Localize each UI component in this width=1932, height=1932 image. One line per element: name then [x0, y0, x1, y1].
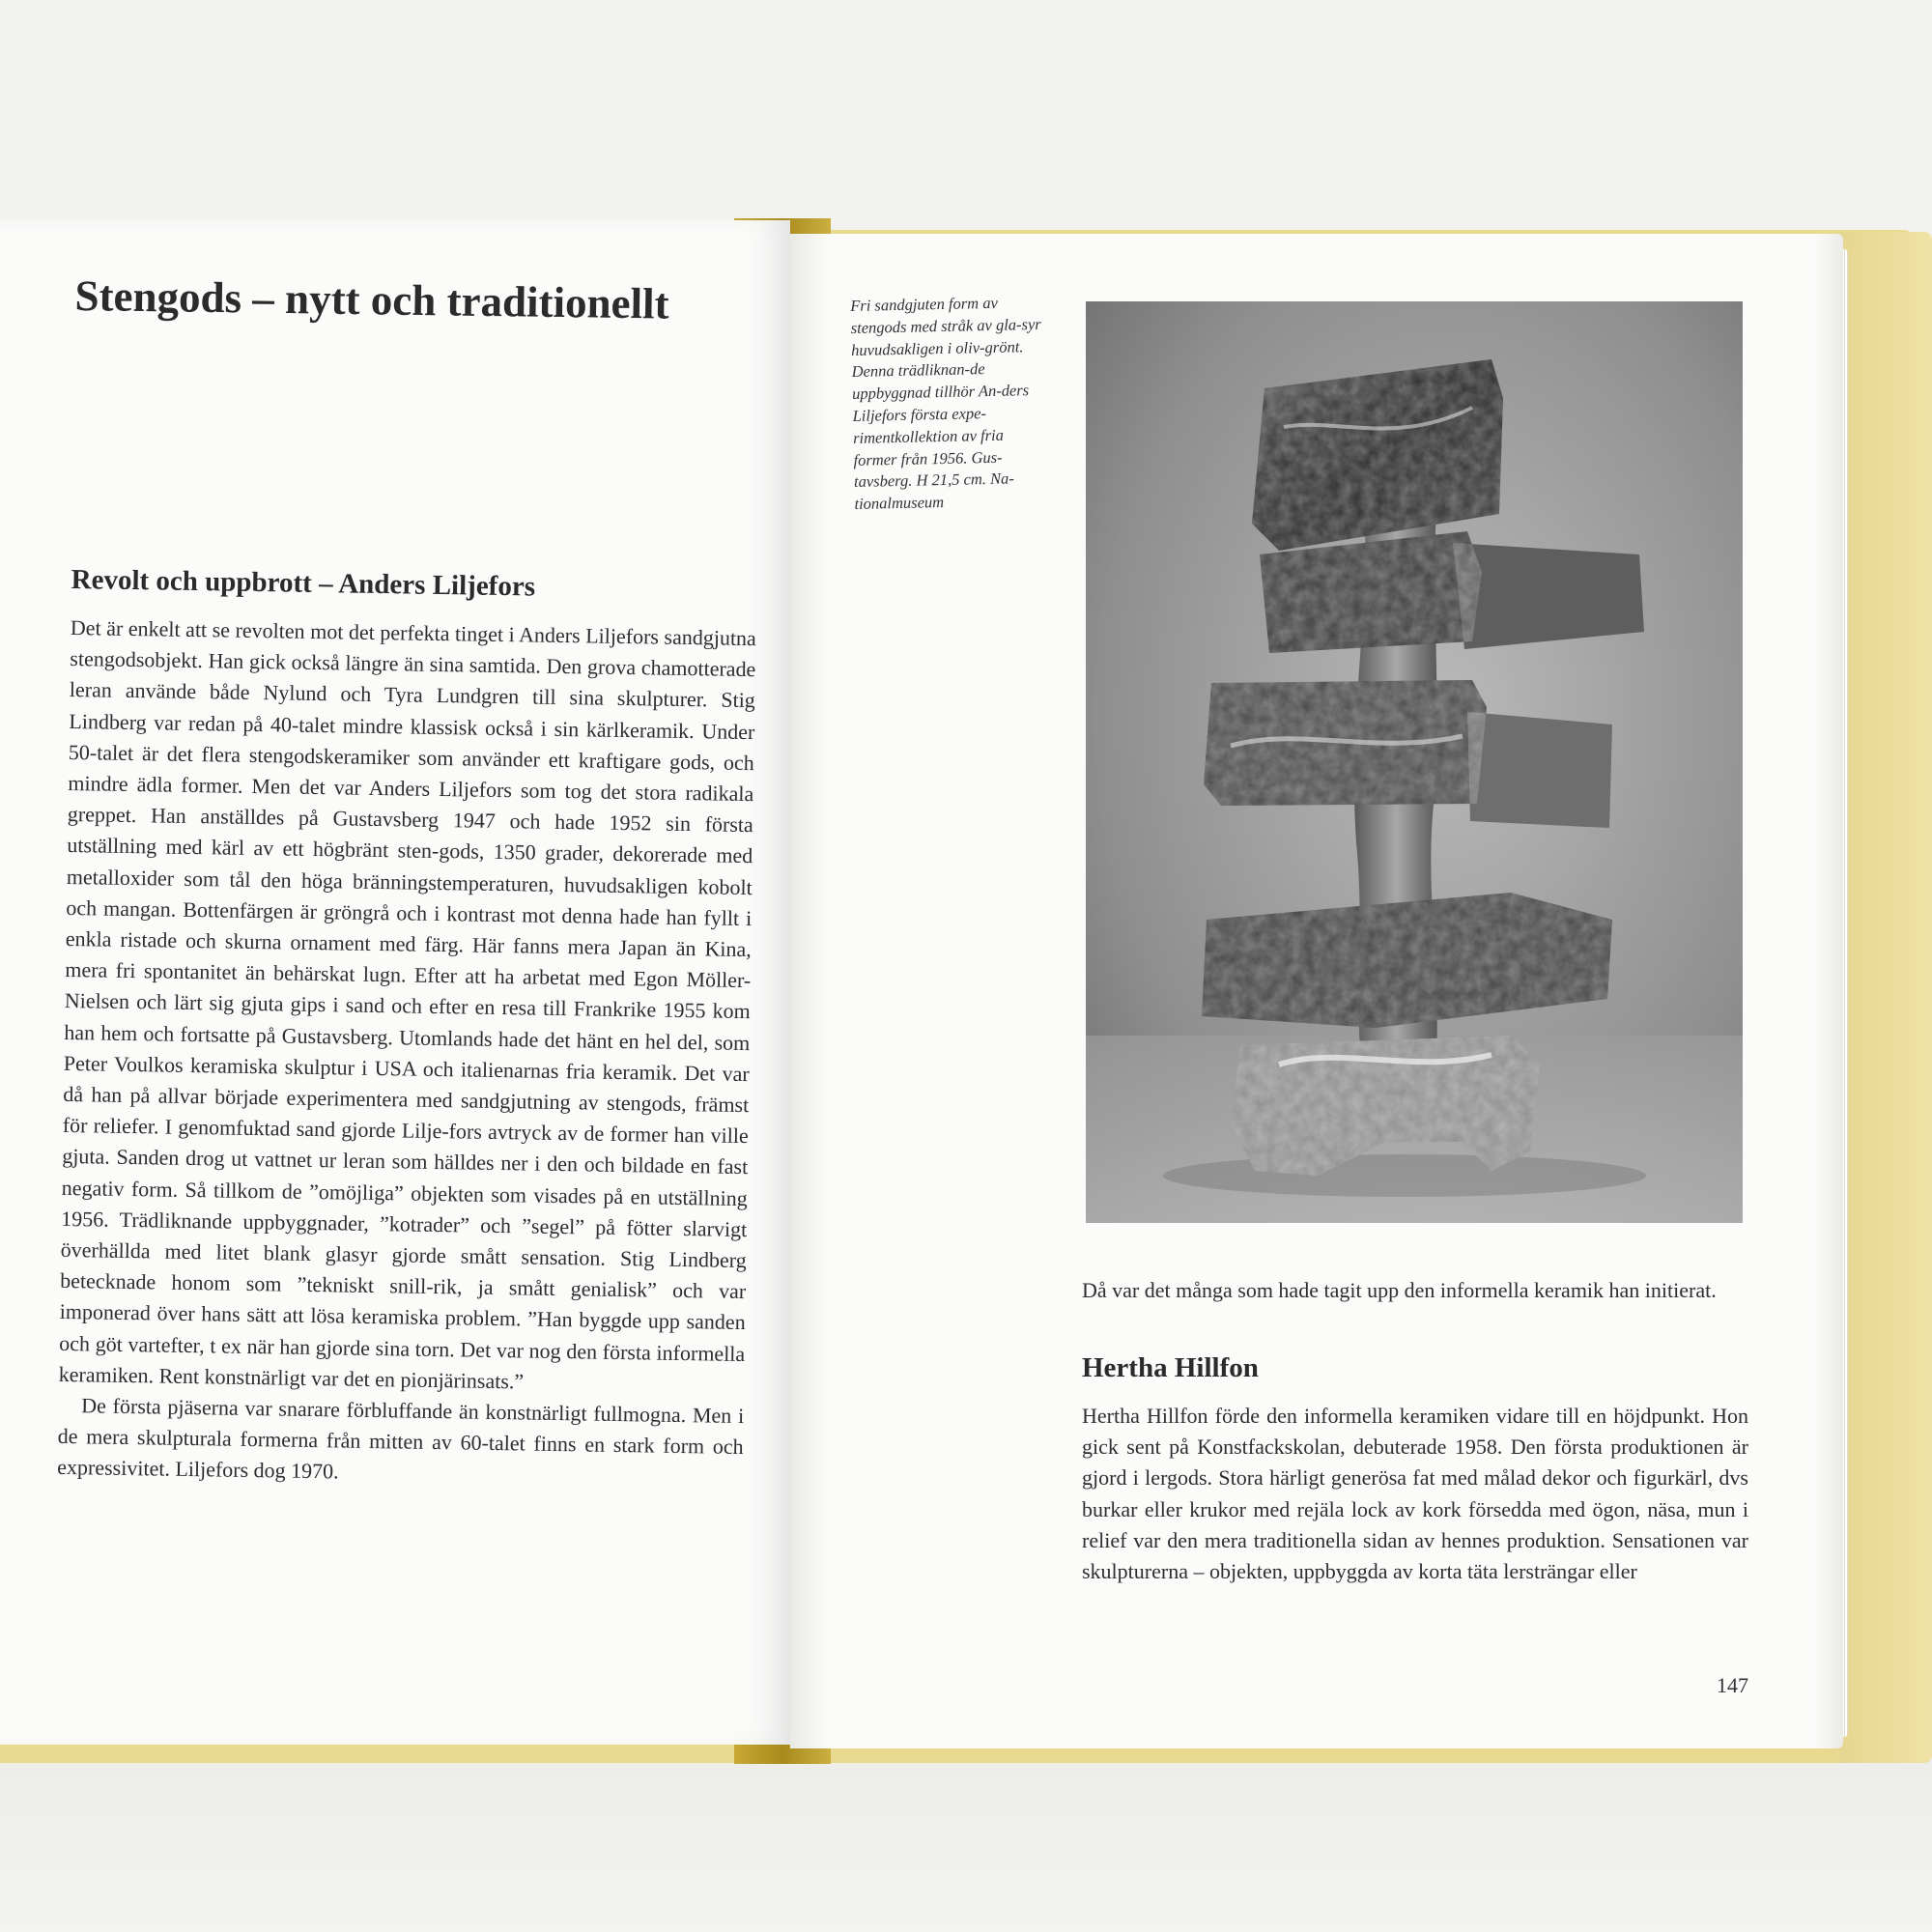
table-surface: [0, 1739, 1932, 1932]
lead-text: Då var det många som hade tagit upp den informella keramik han initierat.: [1082, 1278, 1717, 1302]
book-cover-edge: [1840, 232, 1932, 1763]
body-paragraph-2: De första pjäserna var snarare förbluffande än konstnärligt fullmogna. Men i de mera skulpturala formerna från mitten av 60-talet finns en stark form och expressivitet. Liljefors dog 1970.: [57, 1393, 745, 1484]
body-paragraph-1: Det är enkelt att se revolten mot det perfekta tinget i Anders Liljefors sandgjutna stengodsobjekt. Han gick också längre än sina samtida. Den grova chamotterade leran använde både Nylund och Tyra Lundgren till sina skulpturer. Stig Lindberg var redan på 40-talet mindre klassisk också i sin kärlkeramik. Under 50-talet är det flera stengodskeramiker som använder ett kraftigare gods, och mindre ädla former. Men det var Anders Liljefors som tog det stora radikala greppet. Han anställdes på Gustavsberg 1947 och hade 1952 sin första utställning med kärl av ett högbränt sten-gods, 1350 grader, dekorerade med metalloxider som tål den höga bränningstemperaturen, huvudsakligen kobolt och mangan. Bottenfärgen är gröngrå och i kontrast mot denna hade han fyllt i enkla ristade och skurna ornament med färg. Här fanns mera Japan än Kina, mera fri spontanitet än behärskat lugn. Efter att ha arbetat med Egon Möller-Nielsen och lärt sig gjuta gips i sand och efter en resa till Frankrike 1955 kom han hem och fortsatte på Gustavsberg. Utomlands hade det hänt en hel del, som Peter Voulkos keramiska skulptur i USA och italienarnas fria keramik. Det var då han på allvar började experimentera med sandgjutning av stengods, främst för reliefer. I genomfuktad sand gjorde Lilje-fors avtryck av de former han ville gjuta. Sanden drog ut vattnet ur leran som hälldes ner i den och bildade en fast negativ form. Så tillkom de ”omöjliga” objekten som visades på en utställning 1956. Trädliknande uppbyggnader, ”kotrader” och ”segel” på fötter slarvigt överhällda med litet blank glasyr gjorde smått sensation. Stig Lindberg betecknade honom som ”tekniskt snill-rik, ja smått genialisk” och var imponerad över hans sätt att lösa keramiska problem. ”Han byggde upp sanden och göt vartefter, t ex när han gjorde sina torn. Det var nog den första informella keramiken. Rent konstnärligt var det en pionjärinsats.”: [58, 614, 757, 1394]
section-heading-hillfon: Hertha Hillfon: [1082, 1352, 1259, 1383]
sculpture-photo-graphic: [1086, 301, 1743, 1223]
hillfon-paragraph: Hertha Hillfon förde den informella keramiken vidare till en höjdpunkt. Hon gick sent på Konstfackskolan, debuterade 1958. Den första produktionen är gjord i lergods. Stora härligt generösa fat med målad dekor och figurkärl, dvs burkar eller krukor med rejäla lock av kork försedda med ögon, näsa, mun i relief var den mera traditionella sidan av hennes produktion. Sensationen var skulpturerna – objekten, uppbyggda av korta täta lersträngar eller: [1082, 1404, 1748, 1584]
page-number: 147: [1717, 1673, 1748, 1697]
section-heading-liljefors: Revolt och uppbrott – Anders Liljefors: [71, 563, 536, 603]
photo-caption: Fri sandgjuten form av stengods med stråk av gla-syr huvudsakligen i oliv-grönt. Denna trädliknan-de uppbyggnad tillhör An-ders Liljefors första expe-rimentkollektion av fria former från 1956. Gus-tavsberg. H 21,5 cm. Na-tionalmuseum: [850, 293, 1041, 514]
right-page-section: [1082, 1275, 1748, 1587]
sculpture-photo: [1086, 301, 1743, 1223]
left-page-section: [57, 560, 757, 1494]
chapter-title: Stengods – nytt och traditionellt: [74, 270, 669, 328]
